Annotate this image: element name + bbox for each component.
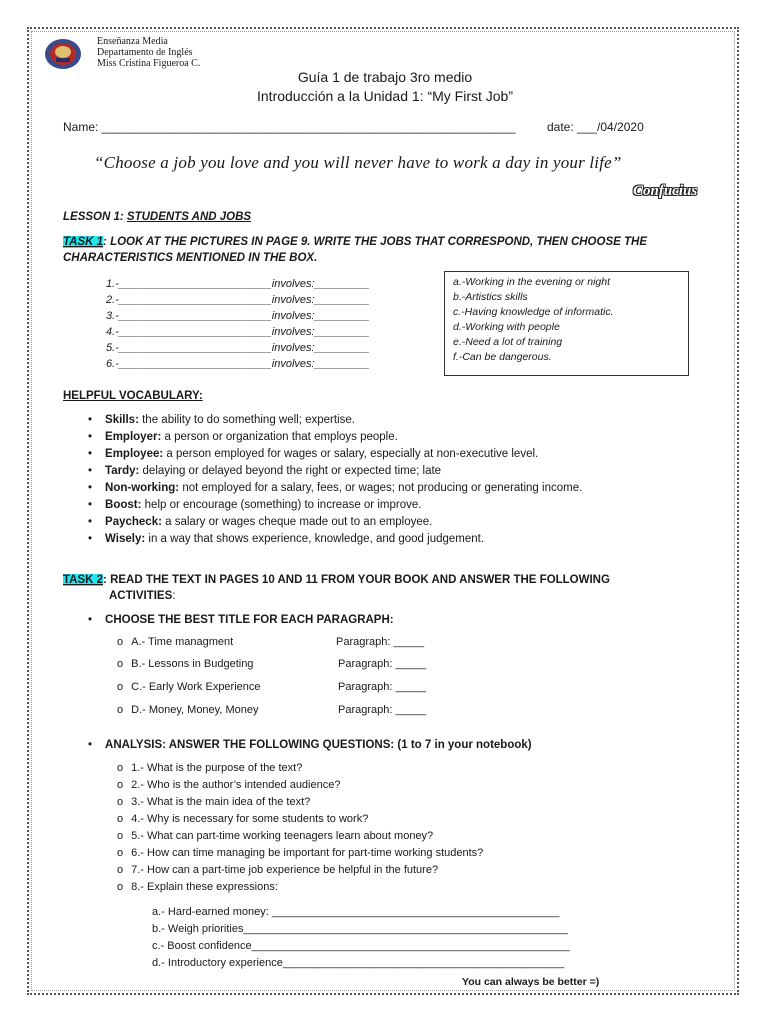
circle-bullet-icon: o — [117, 681, 124, 693]
title-option-text: A.- Time managment — [131, 636, 234, 648]
vocabulary-heading: HELPFUL VOCABULARY: — [63, 390, 203, 402]
paragraph-blank[interactable]: Paragraph: _____ — [338, 704, 427, 716]
vocab-item — [88, 448, 538, 460]
quote-text: “Choose a job you love and you will never have to work a day in your life” — [94, 153, 622, 172]
question-text: 7.- How can a part-time job experience be helpful in the future? — [131, 864, 439, 876]
answer-line[interactable]: 2.-_________________________involves:_________ — [106, 294, 370, 306]
school-header — [97, 36, 200, 69]
characteristic-item: d.-Working with people — [453, 321, 560, 333]
question-item — [117, 796, 310, 808]
footer-motto: You can always be better =) — [462, 976, 600, 988]
question-text: 8.- Explain these expressions: — [131, 881, 278, 893]
school-name: Enseñanza Media — [97, 36, 168, 47]
quote-author: Confucius — [633, 183, 698, 199]
name-field[interactable]: Name: ______________________________________________________________ — [63, 120, 516, 134]
question-item — [117, 813, 368, 825]
vocab-term: Non-working: — [105, 482, 180, 494]
vocab-item — [88, 533, 484, 545]
vocab-item — [88, 465, 441, 477]
question-text: 5.- What can part-time working teenagers learn about money? — [131, 830, 434, 842]
title-option — [117, 658, 253, 670]
choose-title-heading — [88, 614, 394, 626]
characteristic-item: b.-Artistics skills — [453, 291, 528, 303]
expression-line[interactable]: c.- Boost confidence____________________________________________________ — [152, 940, 570, 952]
question-item — [117, 847, 483, 859]
vocab-item — [88, 482, 582, 494]
vocab-item — [88, 414, 355, 426]
characteristic-item: c.-Having knowledge of informatic. — [453, 306, 614, 318]
vocab-item — [88, 499, 421, 511]
vocab-term: Boost: — [105, 499, 142, 511]
circle-bullet-icon: o — [117, 830, 124, 842]
circle-bullet-icon: o — [117, 779, 124, 791]
title-option — [117, 704, 258, 716]
vocab-def: a person employed for wages or salary, especially at non-executive level. — [163, 448, 539, 460]
vocab-item — [88, 431, 398, 443]
circle-bullet-icon: o — [117, 762, 124, 774]
bullet-icon: • — [88, 431, 93, 443]
paragraph-blank[interactable]: Paragraph: _____ — [336, 636, 425, 648]
task1-instruction — [63, 236, 647, 248]
bullet-icon: • — [88, 499, 93, 511]
bullet-icon: • — [88, 533, 93, 545]
department-name: Departamento de Inglés — [97, 47, 193, 58]
question-text: 4.- Why is necessary for some students to work? — [131, 813, 369, 825]
task2-text-line2-wrap — [109, 590, 175, 602]
task2-text-line1: : READ THE TEXT IN PAGES 10 AND 11 FROM YOUR BOOK AND ANSWER THE FOLLOWING — [103, 574, 610, 586]
vocab-term: Employee: — [105, 448, 164, 460]
date-field[interactable]: date: ___/04/2020 — [547, 120, 644, 134]
circle-bullet-icon: o — [117, 847, 124, 859]
expression-line[interactable]: d.- Introductory experience______________________________________________ — [152, 957, 565, 969]
answer-line[interactable]: 6.-_________________________involves:_________ — [106, 358, 370, 370]
circle-bullet-icon: o — [117, 881, 124, 893]
title-option-text: D.- Money, Money, Money — [131, 704, 259, 716]
question-text: 3.- What is the main idea of the text? — [131, 796, 311, 808]
question-item — [117, 779, 340, 791]
circle-bullet-icon: o — [117, 658, 124, 670]
bullet-icon: • — [88, 739, 93, 751]
question-item — [117, 864, 438, 876]
title-option — [117, 636, 233, 648]
vocab-def: delaying or delayed beyond the right or expected time; late — [139, 465, 442, 477]
vocab-def: not employed for a salary, fees, or wages; not producing or generating income. — [179, 482, 583, 494]
answer-line[interactable]: 4.-_________________________involves:_________ — [106, 326, 370, 338]
page-title: Guía 1 de trabajo 3ro medio — [297, 69, 473, 85]
circle-bullet-icon: o — [117, 636, 124, 648]
answer-line[interactable]: 3.-_________________________involves:_________ — [106, 310, 370, 322]
bullet-icon: • — [88, 482, 93, 494]
task2-instruction — [63, 574, 610, 586]
bullet-icon: • — [88, 614, 93, 626]
question-item — [117, 830, 433, 842]
lesson-heading — [63, 211, 251, 223]
question-item — [117, 881, 278, 893]
task1-text-line2: CHARACTERISTICS MENTIONED IN THE BOX. — [63, 252, 318, 264]
vocab-def: help or encourage (something) to increase or improve. — [141, 499, 422, 511]
question-text: 1.- What is the purpose of the text? — [131, 762, 303, 774]
vocab-term: Wisely: — [105, 533, 146, 545]
circle-bullet-icon: o — [117, 864, 124, 876]
vocab-def: the ability to do something well; expertise. — [138, 414, 355, 426]
expression-line[interactable]: a.- Hard-earned money: _______________________________________________ — [152, 906, 560, 918]
choose-heading-text: CHOOSE THE BEST TITLE FOR EACH PARAGRAPH: — [105, 614, 394, 626]
analysis-heading-text: ANALYSIS: ANSWER THE FOLLOWING QUESTIONS: (1 to 7 in your notebook) — [105, 739, 532, 751]
vocab-term: Tardy: — [105, 465, 140, 477]
question-item — [117, 762, 302, 774]
school-logo-icon — [44, 38, 82, 70]
vocab-term: Skills: — [105, 414, 139, 426]
task1-label: TASK 1 — [63, 236, 104, 248]
bullet-icon: • — [88, 516, 93, 528]
task2-text-line2-end: : — [172, 590, 176, 602]
title-option-text: C.- Early Work Experience — [131, 681, 261, 693]
lesson-title: STUDENTS AND JOBS — [126, 211, 252, 223]
analysis-heading — [88, 739, 532, 751]
circle-bullet-icon: o — [117, 796, 124, 808]
circle-bullet-icon: o — [117, 704, 124, 716]
characteristics-box — [444, 271, 689, 376]
bullet-icon: • — [88, 414, 93, 426]
paragraph-blank[interactable]: Paragraph: _____ — [338, 681, 427, 693]
task2-text-line2: ACTIVITIES — [109, 590, 173, 602]
circle-bullet-icon: o — [117, 813, 124, 825]
lesson-label: LESSON 1: — [63, 211, 127, 223]
task1-text-line1: : LOOK AT THE PICTURES IN PAGE 9. WRITE THE JOBS THAT CORRESPOND, THEN CHOOSE THE — [103, 236, 647, 248]
answer-line[interactable]: 5.-_________________________involves:_________ — [106, 342, 370, 354]
title-option-text: B.- Lessons in Budgeting — [131, 658, 254, 670]
vocab-term: Employer: — [105, 431, 162, 443]
answer-line[interactable]: 1.-_________________________involves:_________ — [106, 278, 370, 290]
vocab-def: a person or organization that employs people. — [161, 431, 398, 443]
vocab-def: a salary or wages cheque made out to an employee. — [161, 516, 433, 528]
vocab-item — [88, 516, 432, 528]
title-option — [117, 681, 261, 693]
vocab-def: in a way that shows experience, knowledge, and good judgement. — [145, 533, 485, 545]
page-subtitle: Introducción a la Unidad 1: “My First Job” — [257, 88, 513, 104]
bullet-icon: • — [88, 448, 93, 460]
characteristic-item: a.-Working in the evening or night — [453, 276, 611, 288]
task2-label: TASK 2 — [63, 574, 104, 586]
expression-line[interactable]: b.- Weigh priorities_____________________________________________________ — [152, 923, 568, 935]
teacher-name: Miss Cristina Figueroa C. — [97, 58, 201, 69]
bullet-icon: • — [88, 465, 93, 477]
paragraph-blank[interactable]: Paragraph: _____ — [338, 658, 427, 670]
characteristic-item: e.-Need a lot of training — [453, 336, 563, 348]
characteristic-item: f.-Can be dangerous. — [453, 351, 552, 363]
question-text: 2.- Who is the author’s intended audience? — [131, 779, 341, 791]
question-text: 6.- How can time managing be important for part-time working students? — [131, 847, 484, 859]
vocab-term: Paycheck: — [105, 516, 162, 528]
